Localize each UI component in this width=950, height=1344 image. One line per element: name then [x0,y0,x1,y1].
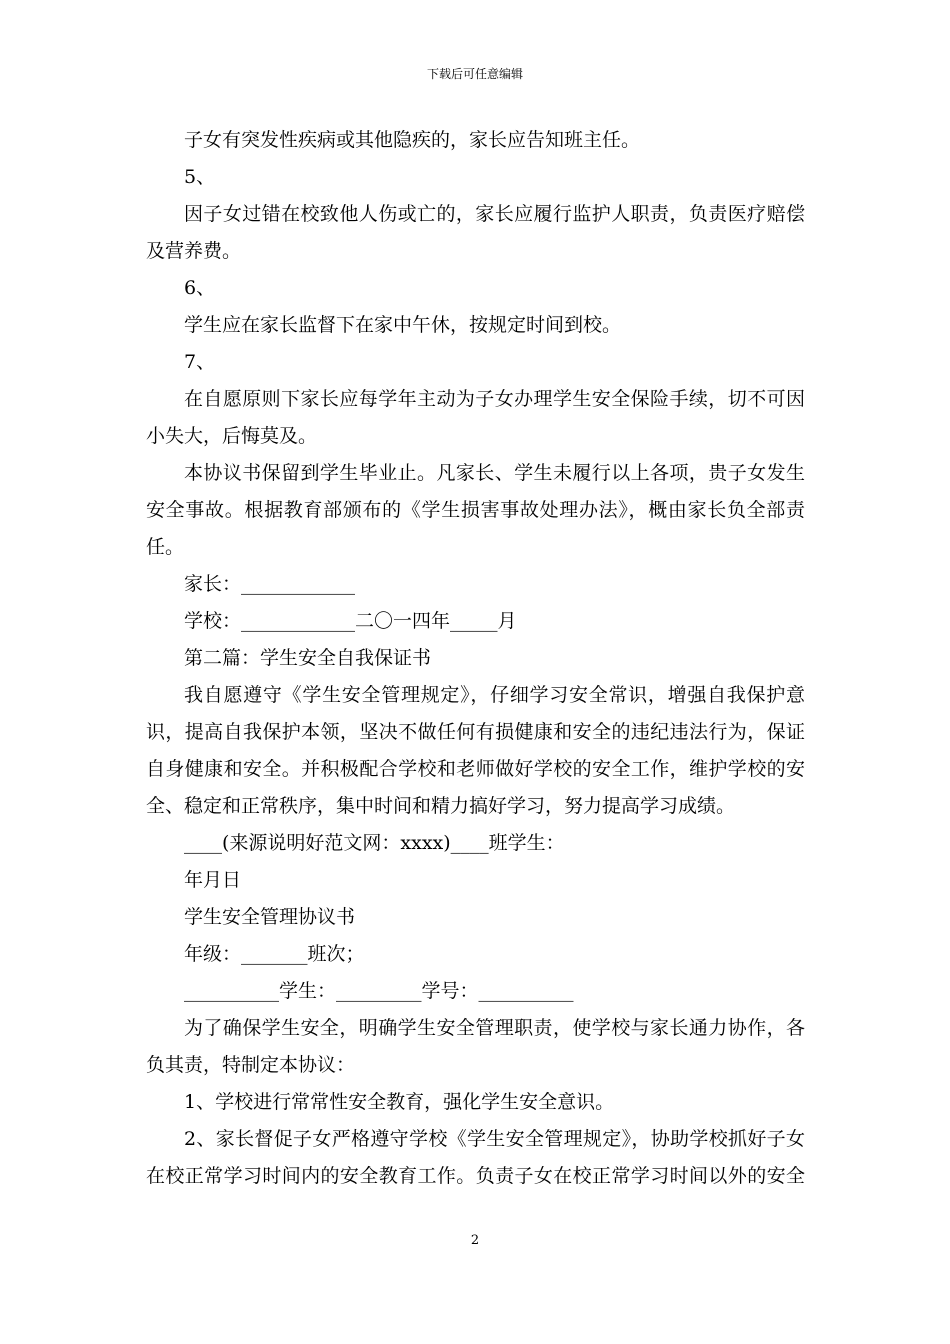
paragraph-line: 子女有突发性疾病或其他隐疾的，家长应告知班主任。 [184,129,641,151]
student-number-line: __________学生：_________学号：__________ [184,980,574,1002]
page-number: 2 [470,1233,480,1248]
paragraph-line: 全、稳定和正常秩序，集中时间和精力搞好学习，努力提高学习成绩。 [146,795,736,817]
paragraph-line: 因子女过错在校致他人伤或亡的，家长应履行监护人职责，负责医疗赔偿 [184,203,805,225]
date-line: 年月日 [184,869,242,891]
signature-line-parent: 家长：____________ [184,573,356,595]
page-header: 下载后可任意编辑 [426,67,523,81]
section-title: 第二篇：学生安全自我保证书 [184,647,432,669]
paragraph-line: 小失大，后悔莫及。 [146,425,318,447]
signature-line-school: 学校：____________二〇一四年_____月 [184,610,517,632]
paragraph-line: 在自愿原则下家长应每学年主动为子女办理学生安全保险手续，切不可因 [184,388,805,410]
paragraph-line: 识，提高自我保护本领，坚决不做任何有损健康和安全的违纪违法行为，保证 [146,721,805,743]
paragraph-line: 我自愿遵守《学生安全管理规定》，仔细学习安全常识，增强自我保护意 [184,684,805,706]
paragraph-line: 负其责，特制定本协议： [146,1054,356,1076]
paragraph-line: 在校正常学习时间内的安全教育工作。负责子女在校正常学习时间以外的安全 [146,1165,805,1187]
list-number: 5、 [184,166,216,188]
grade-class-line: 年级：_______班次； [184,943,365,965]
list-number: 6、 [184,277,216,299]
paragraph-line: 任。 [146,536,185,558]
paragraph-line: 及营养费。 [146,240,242,262]
paragraph-line: 学生应在家长监督下在家中午休，按规定时间到校。 [184,314,622,336]
list-item: 2、家长督促子女严格遵守学校《学生安全管理规定》，协助学校抓好子女 [184,1128,805,1150]
paragraph-line: 安全事故。根据教育部颁布的《学生损害事故处理办法》，概由家长负全部责 [146,499,805,521]
paragraph-line: 为了确保学生安全，明确学生安全管理职责，使学校与家长通力协作，各 [184,1017,805,1039]
list-number: 7、 [184,351,216,373]
paragraph-line: 自身健康和安全。并积极配合学校和老师做好学校的安全工作，维护学校的安 [146,758,805,780]
list-item: 1、学校进行常常性安全教育，强化学生安全意识。 [184,1091,615,1113]
paragraph-line: 本协议书保留到学生毕业止。凡家长、学生未履行以上各项，贵子女发生 [184,462,805,484]
student-class-line: ____(来源说明好范文网：xxxx)____班学生： [184,832,565,854]
document-title: 学生安全管理协议书 [184,906,356,928]
